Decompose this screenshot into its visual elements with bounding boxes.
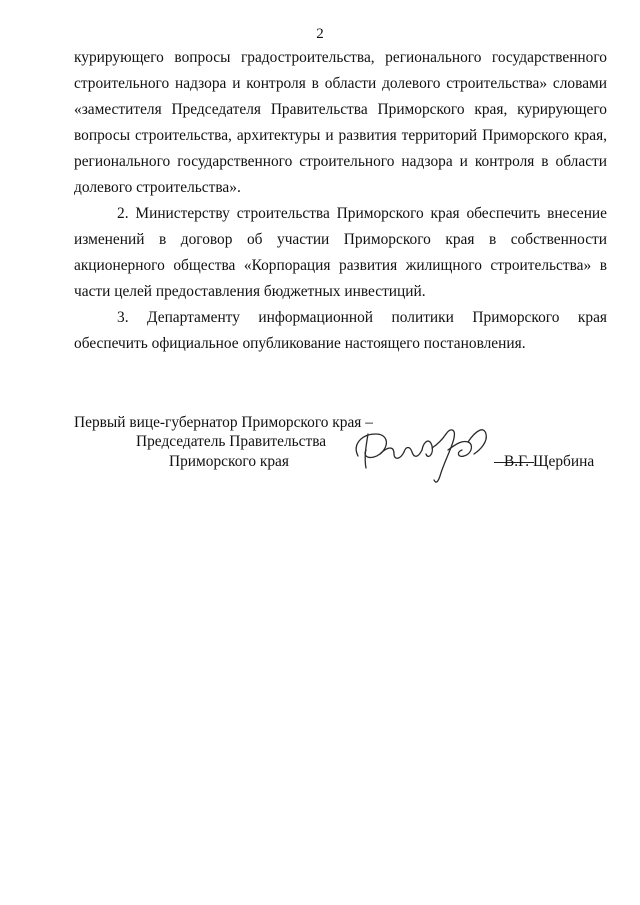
signer-name: В.Г. Щербина	[504, 453, 595, 470]
signer-position-line-3: Приморского края	[169, 453, 289, 470]
page-number: 2	[316, 26, 324, 42]
paragraph-item-3: 3. Департаменту информационной политики Приморского края обеспечить официальное опубликование настоящего постановления.	[74, 309, 607, 352]
signer-position-line-2: Председатель Правительства	[136, 433, 327, 450]
document-body	[74, 45, 607, 357]
paragraph-item-2: 2. Министерству строительства Приморского края обеспечить внесение изменений в договор об участии Приморского края в собственности акционерного общества «Корпорация развития жилищного строительства» в части целей предоставления бюджетных инвестиций.	[74, 205, 607, 300]
paragraph-continuation: курирующего вопросы градостроительства, регионального государственного строительного надзора и контроля в области долевого строительства» словами «заместителя Председателя Правительства Приморского края, курирующего вопросы строительства, архитектуры и развития территорий Приморского края, регионального государственного строительного надзора и контроля в области долевого строительства».	[74, 49, 607, 196]
handwritten-signature	[344, 410, 504, 490]
signature-block	[74, 410, 614, 490]
signer-position-line-1: Первый вице-губернатор Приморского края –	[74, 414, 373, 431]
